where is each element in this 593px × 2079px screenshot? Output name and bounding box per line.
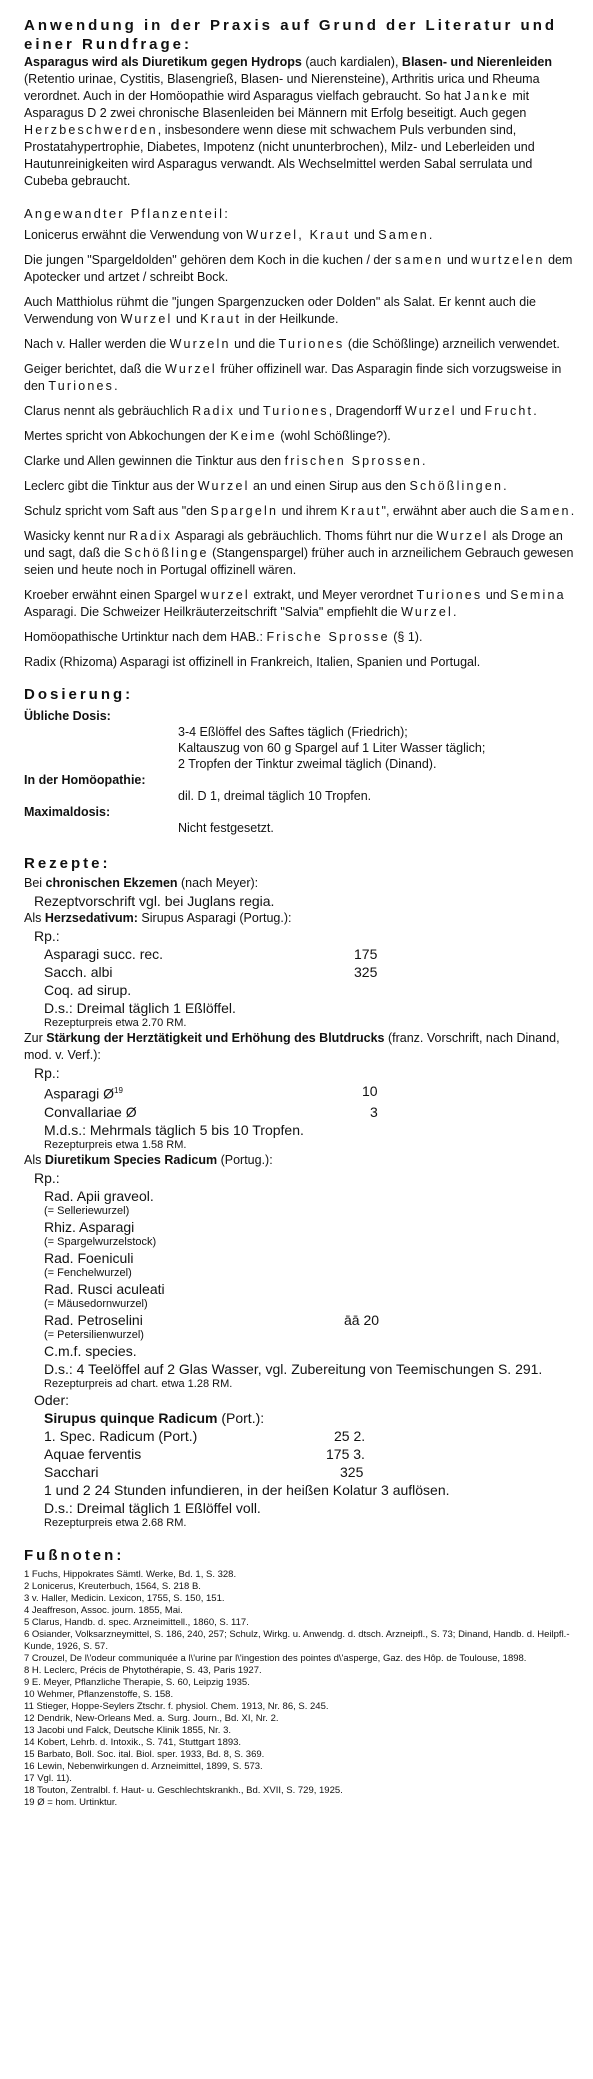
recipe-ingredient: Rad. Apii graveol.	[44, 1187, 154, 1204]
footnote: 14 Kobert, Lehrb. d. Intoxik., S. 741, Stuttgart 1893.	[24, 1736, 242, 1748]
text-run: .	[114, 379, 118, 393]
plant-part-paragraph	[24, 403, 575, 420]
recipe-ingredient: Rad. Petroselini āā 20	[44, 1311, 380, 1328]
text-run: Geiger berichtet, daß die	[24, 362, 166, 376]
recipe-ingredient: Rhiz. Asparagi	[44, 1218, 135, 1235]
plant-part-paragraph	[24, 478, 575, 495]
spaced-term: Herzbeschwerden	[24, 123, 158, 137]
plant-part-paragraph	[24, 336, 575, 353]
text-run: und	[235, 404, 263, 418]
text-run: Schulz spricht vom Saft aus "den	[24, 504, 211, 518]
footnote: 4 Jeaffreson, Assoc. journ. 1855, Mai.	[24, 1604, 183, 1616]
rp-label: Rp.:	[34, 1169, 60, 1186]
plant-part-paragraph	[24, 587, 575, 621]
recipe-ingredient: Rad. Rusci aculeati	[44, 1280, 165, 1297]
spaced-term: Frucht	[484, 404, 534, 418]
spaced-term: samen	[394, 253, 444, 267]
text-run: Die jungen "Spargeldolden" gehören dem Koch in die kuchen / der	[24, 253, 395, 267]
recipe-ingredient: Sacchari 325	[44, 1463, 364, 1480]
recipe-1-line: Rezeptvorschrift vgl. bei Juglans regia.	[34, 893, 275, 909]
footnote: 6 Osiander, Volksarzneymittel, S. 186, 240, 257; Schulz, Wirkg. u. Anwendg. d. dtsch. Arzneipfl., S. 73; Dinand, Handb. d. Heilpfl.-Kunde, 1926, S. 57.	[24, 1628, 570, 1652]
recipe-instruction: D.s.: 4 Teelöffel auf 2 Glas Wasser, vgl. Zubereitung von Teemischungen S. 291.	[44, 1360, 543, 1377]
footnote: 5 Clarus, Handb. d. spec. Arzneimittell., 1860, S. 117.	[24, 1616, 249, 1628]
max-dose-value: Nicht festgesetzt.	[178, 821, 274, 835]
spaced-term: Kraut	[340, 504, 382, 518]
recipe-instruction: C.m.f. species.	[44, 1342, 137, 1359]
text-run: (§ 1).	[389, 630, 423, 644]
recipe-price: Rezepturpreis etwa 2.70 RM.	[44, 1017, 187, 1029]
spaced-term: Kraut	[200, 312, 242, 326]
text-run: in der Heilkunde.	[241, 312, 339, 326]
plant-part-paragraph	[24, 629, 575, 646]
plant-part-paragraph	[24, 528, 575, 579]
recipe-price: Rezepturpreis ad chart. etwa 1.28 RM.	[44, 1377, 233, 1390]
text-run: und	[350, 228, 379, 242]
footnote: 18 Touton, Zentralbl. f. Haut- u. Geschlechtskrankh., Bd. XVII, S. 729, 1925.	[24, 1784, 343, 1796]
text-run: (Retentio urinae, Cystitis, Blasengrieß, Blasen- und Nierensteine), Arthritis urica und Rheuma verordnet. Auch in der Homöopathie wird Asparagus vielfach gebraucht. So hat	[24, 72, 540, 103]
text-run: und die	[230, 337, 279, 351]
footnote: 15 Barbato, Boll. Soc. ital. Biol. sper. 1933, Bd. 8, S. 369.	[24, 1748, 265, 1760]
plant-part-section	[24, 227, 575, 671]
recipe-ingredient: Asparagi succ. rec. 175	[44, 946, 378, 962]
recipe-3-intro: Zur Stärkung der Herztätigkeit und Erhöhung des Blutdrucks (franz. Vorschrift, nach Dinand, mod. v. Verf.):	[24, 1031, 560, 1062]
footnote: 16 Lewin, Nebenwirkungen d. Arzneimittel, 1899, S. 573.	[24, 1760, 263, 1772]
text-run: Leclerc gibt die Tinktur aus der	[24, 479, 198, 493]
recipe-instruction: 1 und 2 24 Stunden infundieren, in der heißen Kolatur 3 auflösen.	[44, 1481, 450, 1498]
text-run: Clarke und Allen gewinnen die Tinktur aus den	[24, 454, 285, 468]
text-run: .	[422, 454, 426, 468]
homeopathy-label: In der Homöopathie:	[24, 773, 146, 787]
footnote: 2 Lonicerus, Kreuterbuch, 1564, S. 218 B.	[24, 1580, 201, 1592]
spaced-term: Samen	[378, 228, 429, 242]
text-run: (die Schößlinge) arzneilich verwendet.	[344, 337, 560, 351]
rp-label: Rp.:	[34, 1065, 60, 1081]
footnote: 12 Dendrik, New-Orleans Med. a. Surg. Journ., Bd. XI, Nr. 2.	[24, 1712, 279, 1724]
spaced-term: Janke	[464, 89, 509, 103]
spaced-term: Turiones	[278, 337, 345, 351]
recipe-ingredient: Rad. Foeniculi	[44, 1249, 134, 1266]
recipe-ingredient: Aquae ferventis 175 3.	[44, 1445, 365, 1462]
spaced-term: Semina	[510, 588, 566, 602]
plant-part-paragraph	[24, 428, 575, 445]
spaced-term: Frische Sprosse	[266, 630, 390, 644]
text-run: und ihrem	[278, 504, 341, 518]
plant-part-paragraph	[24, 503, 575, 520]
ingredient-comment: (= Petersilienwurzel)	[44, 1328, 144, 1341]
recipe-price: Rezepturpreis etwa 2.68 RM.	[44, 1516, 187, 1529]
spaced-term: Radix	[192, 404, 236, 418]
text-run: ", erwähnt aber auch die	[381, 504, 521, 518]
text-run: früher offizinell war. Das Asparagin finde sich vorzugsweise in den	[24, 362, 562, 393]
rp-label: Rp.:	[34, 928, 60, 944]
text-run: Radix (Rhizoma) Asparagi ist offizinell in Frankreich, Italien, Spanien und Portugal.	[24, 655, 481, 669]
spaced-term: Wurzel	[197, 479, 250, 493]
max-dose-label: Maximaldosis:	[24, 805, 111, 819]
footnote: 11 Stieger, Hoppe-Seylers Ztschr. f. physiol. Chem. 1913, Nr. 86, S. 245.	[24, 1700, 329, 1712]
recipe-instruction: D.s.: Dreimal täglich 1 Eßlöffel.	[44, 1000, 236, 1016]
plant-part-paragraph	[24, 654, 575, 671]
footnotes-list	[24, 1569, 575, 1809]
dosierung-section	[24, 708, 575, 836]
plant-part-paragraph	[24, 227, 575, 244]
spaced-term: Wurzel	[436, 529, 489, 543]
usual-dose-line: Kaltauszug von 60 g Spargel auf 1 Liter Wasser täglich;	[178, 741, 486, 755]
recipe-instruction: M.d.s.: Mehrmals täglich 5 bis 10 Tropfen.	[44, 1121, 304, 1138]
dosierung-heading: Dosierung:	[24, 686, 134, 703]
spaced-term: Wurzeln	[169, 337, 231, 351]
bold-text: Asparagus wird als Diuretikum gegen Hydrops	[24, 55, 302, 69]
oder-label: Oder:	[34, 1391, 70, 1408]
plant-part-paragraph	[24, 453, 575, 470]
text-run: Asparagi als gebräuchlich. Thoms führt nur die	[172, 529, 437, 543]
footnote: 7 Crouzel, De l\'odeur communiquée a l\'urine par l\'ingestion des pointes d\'asperge, Gaz. des Hôp. de Toulouse, 1898.	[24, 1652, 527, 1664]
bold-text: Blasen- und Nierenleiden	[401, 55, 552, 69]
text-run: und	[482, 588, 511, 602]
spaced-term: Wurzel	[404, 404, 457, 418]
spaced-term: Radix	[129, 529, 173, 543]
text-run: , insbesondere wenn diese mit schwachem Puls verbunden sind, Prostatahypertrophie, Diabetes, Impotenz (nicht ununterbrochen), Milz- und Leberleiden und Hautunreinigkeiten wird Asparagus verwandt. Als Wechselmittel werden Sabal serrulata und Cubeba gebraucht.	[24, 123, 535, 188]
text-run: Mertes spricht von Abkochungen der	[24, 429, 231, 443]
text-run: Nach v. Haller werden die	[24, 337, 170, 351]
spaced-term: Wurzel	[165, 362, 217, 376]
plant-part-heading: Angewandter Pflanzenteil:	[24, 206, 231, 221]
text-run: .	[428, 228, 433, 242]
recipe-5-title: Sirupus quinque Radicum (Port.):	[44, 1409, 265, 1426]
spaced-term: Schößlinge	[124, 546, 209, 560]
footnote: 1 Fuchs, Hippokrates Sämtl. Werke, Bd. 1, S. 328.	[24, 1568, 237, 1580]
recipe-ingredient: Convallariae Ø 3	[44, 1103, 378, 1120]
text-run: an und einen Sirup aus den	[249, 479, 410, 493]
recipe-4-intro: Als Diuretikum Species Radicum (Portug.):	[24, 1152, 273, 1167]
footnotes-heading: Fußnoten:	[24, 1546, 125, 1564]
ingredient-comment: (= Mäusedornwurzel)	[44, 1297, 148, 1310]
spaced-term: Schößlingen	[409, 479, 504, 493]
text-run: , Dragendorff	[328, 404, 405, 418]
spaced-term: Keime	[230, 429, 277, 443]
plant-part-paragraph	[24, 294, 575, 328]
intro-paragraph	[24, 54, 575, 190]
text-run: .	[452, 605, 457, 619]
homeopathy-dose: dil. D 1, dreimal täglich 10 Tropfen.	[178, 789, 372, 803]
recipe-price: Rezepturpreis etwa 1.58 RM.	[44, 1138, 187, 1151]
ingredient-comment: (= Spargelwurzelstock)	[44, 1235, 157, 1248]
recipe-instruction: D.s.: Dreimal täglich 1 Eßlöffel voll.	[44, 1499, 261, 1516]
ingredient-comment: (= Selleriewurzel)	[44, 1204, 130, 1217]
recipe-1-intro: Bei chronischen Ekzemen (nach Meyer):	[24, 876, 259, 890]
usual-dose-line: 3-4 Eßlöffel des Saftes täglich (Friedrich);	[178, 725, 408, 739]
recipe-2-intro: Als Herzsedativum: Sirupus Asparagi (Portug.):	[24, 911, 292, 925]
spaced-term: Wurzel	[120, 312, 173, 326]
text-run: Auch Matthiolus rühmt die "jungen Spargenzucken oder Dolden" als Salat. Er kennt auch die Verwendung von	[24, 295, 536, 326]
text-run: .	[533, 404, 537, 418]
text-run: Asparagi. Die Schweizer Heilkräuterzeitschrift "Salvia" empfiehlt die	[24, 605, 402, 619]
text-run: Homöopathische Urtinktur nach dem HAB.:	[24, 630, 267, 644]
page-title: Anwendung in der Praxis auf Grund der Literatur und einer Rundfrage:	[24, 17, 558, 53]
recipe-ingredient: 1. Spec. Radicum (Port.) 25 2.	[44, 1427, 366, 1444]
text-run: als Droge an und sagt, daß die	[24, 529, 563, 560]
ingredient-comment: (= Fenchelwurzel)	[44, 1266, 132, 1279]
spaced-term: Turiones	[416, 588, 483, 602]
text-run: (auch kardialen),	[301, 55, 402, 69]
footnote: 13 Jacobi und Falck, Deutsche Klinik 1855, Nr. 3.	[24, 1724, 232, 1736]
text-run: .	[570, 504, 575, 518]
footnote: 9 E. Meyer, Pflanzliche Therapie, S. 60, Leipzig 1935.	[24, 1676, 250, 1688]
footnote: 3 v. Haller, Medicin. Lexicon, 1755, S. 150, 151.	[24, 1592, 225, 1604]
spaced-term: frischen Sprossen	[284, 454, 423, 468]
footnote: 17 Vgl. 11).	[24, 1772, 72, 1784]
spaced-term: Wurzel, Kraut	[246, 228, 351, 242]
footnote: 8 H. Leclerc, Précis de Phytothérapie, S. 43, Paris 1927.	[24, 1664, 262, 1676]
recipe-ingredient: Asparagi $Ø^{19}$ 10	[44, 1083, 378, 1102]
plant-part-paragraph	[24, 252, 575, 286]
text-run: Wasicky kennt nur	[24, 529, 130, 543]
usual-dose-label: Übliche Dosis:	[24, 709, 111, 723]
text-run: Clarus nennt als gebräuchlich	[24, 404, 193, 418]
plant-part-paragraph	[24, 361, 575, 395]
text-run: Kroeber erwähnt einen Spargel	[24, 588, 201, 602]
text-run: extrakt, und Meyer verordnet	[249, 588, 417, 602]
spaced-term: wurtzelen	[471, 253, 545, 267]
spaced-term: Turiones	[262, 404, 329, 418]
text-run: Lonicerus erwähnt die Verwendung von	[24, 228, 247, 242]
spaced-term: wurzel	[200, 588, 250, 602]
text-run: und	[172, 312, 201, 326]
text-run: mit Asparagus D 2 zwei chronische Blasenleiden bei Männern mit Erfolg beseitigt. Auch gegen	[24, 89, 530, 120]
text-run: dem Apotecker und artzet / schreibt Bock.	[24, 253, 573, 284]
spaced-term: Wurzel	[401, 605, 453, 619]
text-run: und	[456, 404, 485, 418]
spaced-term: Samen	[520, 504, 571, 518]
recipe-instruction: Coq. ad sirup.	[44, 982, 132, 998]
rezepte-heading: Rezepte:	[24, 855, 111, 872]
text-run: .	[503, 479, 507, 493]
spaced-term: Spargeln	[210, 504, 279, 518]
text-run: (wohl Schößlinge?).	[276, 429, 391, 443]
usual-dose-line: 2 Tropfen der Tinktur zweimal täglich (Dinand).	[178, 757, 437, 771]
spaced-term: Turiones	[48, 379, 115, 393]
text-run: (Stangenspargel) früher auch in arzneilichem Gebrauch gewesen seien und heute noch in Portugal offizinell wären.	[24, 546, 574, 577]
text-run: und	[443, 253, 472, 267]
recipe-ingredient: Sacch. albi 325	[44, 964, 378, 980]
footnote: 10 Wehmer, Pflanzenstoffe, S. 158.	[24, 1688, 174, 1700]
rezepte-section	[24, 875, 575, 1530]
footnote: 19 Ø = hom. Urtinktur.	[24, 1796, 118, 1808]
